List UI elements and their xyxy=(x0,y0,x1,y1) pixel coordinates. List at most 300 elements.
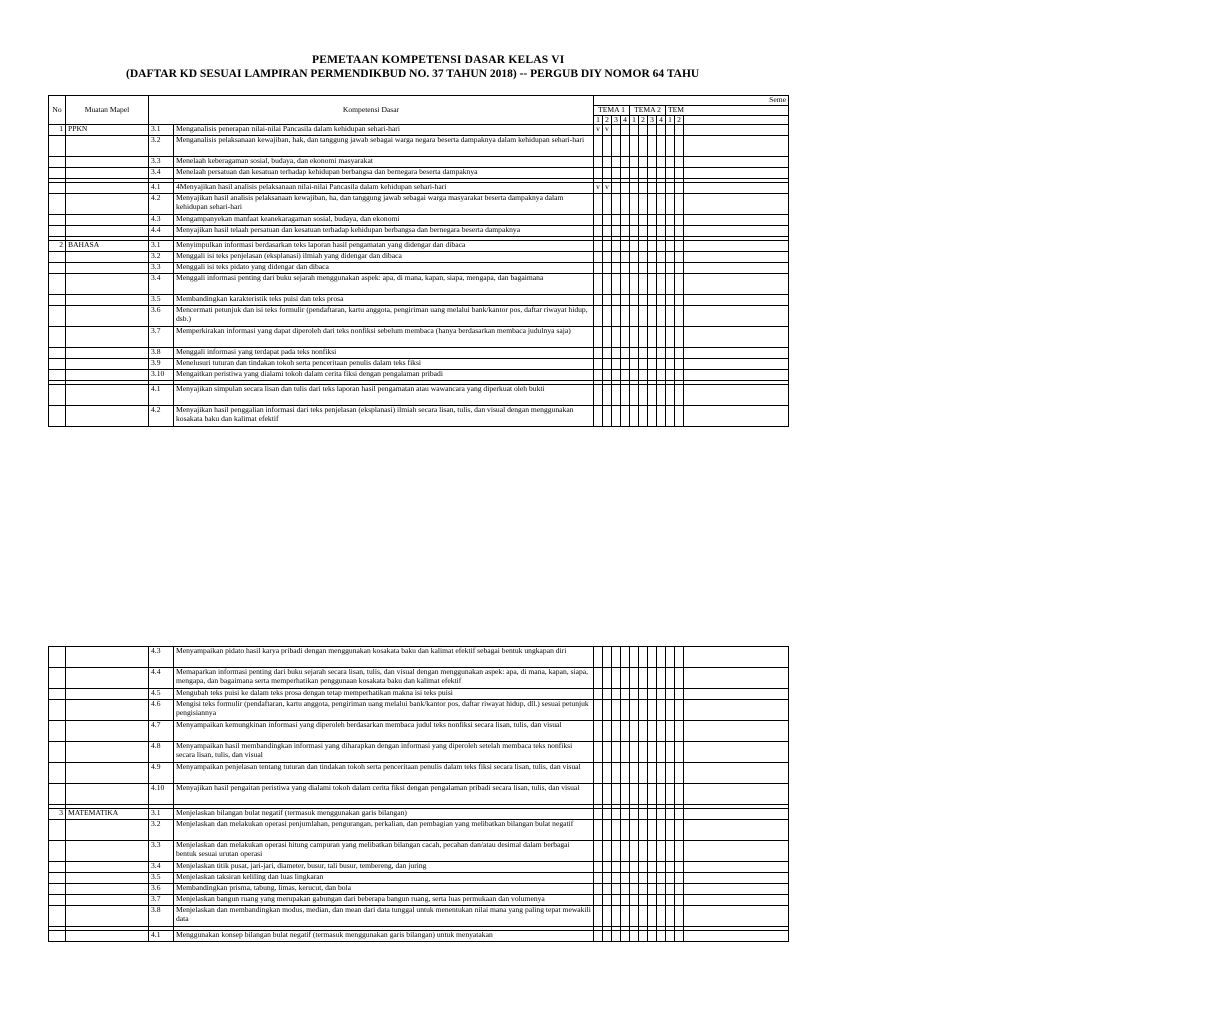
kd-row xyxy=(49,906,789,927)
week-check-cell xyxy=(612,274,621,295)
week-check-cell xyxy=(639,784,648,805)
kd-number: 3.1 xyxy=(149,809,174,820)
week-check-cell xyxy=(603,194,612,215)
subject-name xyxy=(66,406,149,427)
week-check-cell xyxy=(657,306,666,327)
week-check-cell xyxy=(666,274,675,295)
week-check-cell xyxy=(666,862,675,873)
week-check-cell xyxy=(648,125,657,136)
week-check-cell xyxy=(630,689,639,700)
week-check-cell xyxy=(639,274,648,295)
kd-row xyxy=(49,306,789,327)
week-check-cell xyxy=(594,862,603,873)
week-check-cell xyxy=(594,348,603,359)
week-check-cell xyxy=(621,721,630,742)
week-check-cell xyxy=(648,215,657,226)
kd-number: 4.2 xyxy=(149,406,174,427)
empty-cell xyxy=(684,370,789,381)
week-check-cell xyxy=(603,348,612,359)
kd-number: 4.6 xyxy=(149,700,174,721)
week-check-cell xyxy=(603,168,612,179)
week-check-cell xyxy=(666,763,675,784)
week-check-cell xyxy=(630,895,639,906)
week-check-cell xyxy=(621,241,630,252)
week-check-cell xyxy=(594,721,603,742)
week-check-cell xyxy=(621,125,630,136)
week-check-cell xyxy=(612,359,621,370)
empty-cell xyxy=(684,763,789,784)
week-check-cell xyxy=(594,820,603,841)
week-check-cell xyxy=(648,348,657,359)
week-check-cell xyxy=(621,327,630,348)
week-check-cell xyxy=(621,931,630,942)
subject-name xyxy=(66,700,149,721)
kd-number: 3.1 xyxy=(149,125,174,136)
week-check-cell xyxy=(612,895,621,906)
week-check-cell xyxy=(639,359,648,370)
week-check-cell xyxy=(639,906,648,927)
empty-cell xyxy=(684,157,789,168)
week-check-cell xyxy=(648,700,657,721)
week-check-cell xyxy=(648,183,657,194)
week-check-cell xyxy=(639,168,648,179)
subject-name xyxy=(66,359,149,370)
week-check-cell xyxy=(675,931,684,942)
week-check-cell xyxy=(675,215,684,226)
week-check-cell: v xyxy=(603,183,612,194)
kd-description: Menganalisis pelaksanaan kewajiban, hak, dan tanggung jawab sebagai warga negara beserta dampaknya dalam kehidupan sehari-hari xyxy=(174,136,594,157)
week-check-cell xyxy=(666,359,675,370)
week-check-cell xyxy=(621,274,630,295)
empty-cell xyxy=(684,183,789,194)
row-number xyxy=(49,784,66,805)
week-check-cell xyxy=(630,385,639,406)
week-check-cell xyxy=(612,252,621,263)
week-check-cell xyxy=(657,252,666,263)
subject-name xyxy=(66,274,149,295)
kd-number: 4.1 xyxy=(149,385,174,406)
week-check-cell xyxy=(666,327,675,348)
week-check-cell xyxy=(630,763,639,784)
kd-row xyxy=(49,809,789,820)
week-check-cell xyxy=(630,370,639,381)
subject-name xyxy=(66,194,149,215)
subject-name xyxy=(66,906,149,927)
kd-description: Membandingkan karakteristik teks puisi dan teks prosa xyxy=(174,295,594,306)
week-check-cell xyxy=(639,841,648,862)
week-check-cell xyxy=(648,252,657,263)
subject-name xyxy=(66,226,149,237)
week-check-cell xyxy=(603,306,612,327)
week-check-cell xyxy=(630,721,639,742)
empty-cell xyxy=(684,784,789,805)
kd-description: Menjelaskan bangun ruang yang merupakan gabungan dari beberapa bangun ruang, serta luas permukaan dan volumenya xyxy=(174,895,594,906)
empty-cell xyxy=(684,700,789,721)
week-check-cell xyxy=(621,895,630,906)
week-check-cell xyxy=(666,252,675,263)
empty-cell xyxy=(684,241,789,252)
week-check-cell xyxy=(675,700,684,721)
kd-number: 4.3 xyxy=(149,647,174,668)
week-check-cell xyxy=(603,241,612,252)
week-check-cell xyxy=(675,385,684,406)
header-mapel: Muatan Mapel xyxy=(66,96,149,125)
week-check-cell xyxy=(639,873,648,884)
kd-row xyxy=(49,370,789,381)
week-check-cell xyxy=(675,226,684,237)
kd-row xyxy=(49,348,789,359)
subject-name xyxy=(66,689,149,700)
empty-cell xyxy=(684,647,789,668)
row-number xyxy=(49,215,66,226)
kd-row xyxy=(49,385,789,406)
subject-name xyxy=(66,168,149,179)
kd-description: Memaparkan informasi penting dari buku sejarah secara lisan, tulis, dan visual dengan menggunakan aspek: apa, di mana, kapan, siapa, mengapa, dan bagaimana serta memperhatikan penggunaan kosakata baku dan kalimat efektif xyxy=(174,668,594,689)
week-check-cell xyxy=(657,406,666,427)
subject-name xyxy=(66,721,149,742)
week-check-cell xyxy=(657,689,666,700)
week-check-cell xyxy=(666,263,675,274)
week-check-cell xyxy=(630,306,639,327)
kd-description: Mengisi teks formulir (pendaftaran, kartu anggota, pengiriman uang melalui bank/kantor pos, daftar riwayat hidup, dll.) sesuai petunjuk pengisiannya xyxy=(174,700,594,721)
row-number xyxy=(49,168,66,179)
row-number xyxy=(49,157,66,168)
kd-row xyxy=(49,136,789,157)
empty-cell xyxy=(684,295,789,306)
week-check-cell xyxy=(639,348,648,359)
week-check-cell xyxy=(648,647,657,668)
kd-row xyxy=(49,689,789,700)
week-check-cell xyxy=(603,385,612,406)
empty-cell xyxy=(684,194,789,215)
week-check-cell xyxy=(666,306,675,327)
week-check-cell xyxy=(675,295,684,306)
header-no: No xyxy=(49,96,66,125)
week-check-cell xyxy=(675,157,684,168)
week-check-cell xyxy=(630,359,639,370)
week-check-cell xyxy=(621,862,630,873)
row-number xyxy=(49,136,66,157)
week-check-cell xyxy=(657,841,666,862)
kd-row xyxy=(49,884,789,895)
week-check-cell xyxy=(603,742,612,763)
week-check-cell xyxy=(630,252,639,263)
week-check-cell xyxy=(630,406,639,427)
week-check-cell xyxy=(657,884,666,895)
week-check-cell xyxy=(621,385,630,406)
kd-number: 4.10 xyxy=(149,784,174,805)
week-check-cell xyxy=(594,136,603,157)
row-number xyxy=(49,183,66,194)
row-number xyxy=(49,295,66,306)
week-check-cell xyxy=(657,873,666,884)
week-check-cell xyxy=(603,263,612,274)
week-check-cell xyxy=(594,809,603,820)
kd-description: Menjelaskan titik pusat, jari-jari, diameter, busur, tali busur, tembereng, dan juring xyxy=(174,862,594,873)
row-number xyxy=(49,348,66,359)
row-number: 3 xyxy=(49,809,66,820)
week-check-cell xyxy=(648,263,657,274)
row-number xyxy=(49,647,66,668)
kd-description: Menggali isi teks penjelasan (eksplanasi) ilmiah yang didengar dan dibaca xyxy=(174,252,594,263)
row-number xyxy=(49,689,66,700)
week-check-cell xyxy=(648,820,657,841)
week-check-cell xyxy=(612,168,621,179)
week-check-cell xyxy=(675,263,684,274)
week-check-cell xyxy=(603,274,612,295)
week-check-cell xyxy=(603,906,612,927)
week-check-cell xyxy=(639,183,648,194)
week-check-cell xyxy=(621,157,630,168)
week-check-cell xyxy=(657,359,666,370)
row-number xyxy=(49,359,66,370)
kd-number: 4.5 xyxy=(149,689,174,700)
kd-number: 3.1 xyxy=(149,241,174,252)
week-check-cell xyxy=(666,348,675,359)
week-check-cell xyxy=(612,668,621,689)
week-check-cell xyxy=(612,884,621,895)
header-tema-2: TEMA 2 xyxy=(630,105,666,115)
kd-row xyxy=(49,784,789,805)
week-check-cell xyxy=(666,784,675,805)
week-check-cell xyxy=(630,168,639,179)
subject-name xyxy=(66,841,149,862)
week-check-cell xyxy=(639,194,648,215)
week-check-cell xyxy=(666,700,675,721)
week-check-cell xyxy=(612,226,621,237)
week-check-cell xyxy=(594,873,603,884)
week-check-cell xyxy=(648,306,657,327)
header-week-number: 3 xyxy=(612,115,621,125)
week-check-cell xyxy=(675,841,684,862)
week-check-cell xyxy=(657,348,666,359)
week-check-cell xyxy=(612,215,621,226)
kd-description: Memperkirakan informasi yang dapat diperoleh dari teks nonfiksi sebelum membaca (hanya berdasarkan membaca judulnya saja) xyxy=(174,327,594,348)
week-check-cell xyxy=(630,263,639,274)
week-check-cell xyxy=(657,906,666,927)
week-check-cell xyxy=(603,931,612,942)
empty-cell xyxy=(684,884,789,895)
kd-row xyxy=(49,873,789,884)
kd-row xyxy=(49,406,789,427)
subject-name: BAHASA xyxy=(66,241,149,252)
week-check-cell xyxy=(612,241,621,252)
week-check-cell xyxy=(621,873,630,884)
header-tema-3: TEM xyxy=(666,105,789,115)
week-check-cell xyxy=(639,820,648,841)
row-number xyxy=(49,668,66,689)
empty-cell xyxy=(684,742,789,763)
kd-row xyxy=(49,647,789,668)
empty-cell xyxy=(684,841,789,862)
week-check-cell xyxy=(603,157,612,168)
week-check-cell xyxy=(630,931,639,942)
week-check-cell xyxy=(648,327,657,348)
week-check-cell xyxy=(666,841,675,862)
row-number xyxy=(49,263,66,274)
kd-row xyxy=(49,125,789,136)
week-check-cell xyxy=(639,385,648,406)
week-check-cell xyxy=(657,157,666,168)
week-check-cell xyxy=(603,252,612,263)
week-check-cell xyxy=(630,183,639,194)
week-check-cell xyxy=(594,784,603,805)
week-check-cell xyxy=(621,668,630,689)
week-check-cell xyxy=(630,700,639,721)
week-check-cell xyxy=(594,647,603,668)
week-check-cell xyxy=(675,306,684,327)
kd-description: Menyajikan hasil analisis pelaksanaan kewajiban, ha, dan tanggung jawab sebagai warga masyarakat beserta dampaknya dalam kehidupan sehari-hari xyxy=(174,194,594,215)
week-check-cell xyxy=(630,327,639,348)
week-check-cell xyxy=(666,895,675,906)
kd-row xyxy=(49,226,789,237)
empty-cell xyxy=(684,125,789,136)
week-check-cell xyxy=(603,359,612,370)
week-check-cell xyxy=(603,136,612,157)
week-check-cell xyxy=(639,370,648,381)
kd-number: 4.7 xyxy=(149,721,174,742)
week-check-cell xyxy=(639,226,648,237)
week-check-cell xyxy=(657,809,666,820)
week-check-cell xyxy=(594,359,603,370)
kd-number: 4.1 xyxy=(149,183,174,194)
week-check-cell xyxy=(666,884,675,895)
week-check-cell xyxy=(639,721,648,742)
subject-name: MATEMATIKA xyxy=(66,809,149,820)
header-week-number: 2 xyxy=(603,115,612,125)
week-check-cell xyxy=(621,820,630,841)
week-check-cell xyxy=(612,327,621,348)
subject-name xyxy=(66,884,149,895)
kd-number: 3.5 xyxy=(149,295,174,306)
subject-name xyxy=(66,136,149,157)
week-check-cell xyxy=(594,841,603,862)
week-check-cell xyxy=(675,252,684,263)
week-check-cell: v xyxy=(594,125,603,136)
week-check-cell xyxy=(648,406,657,427)
subject-name xyxy=(66,668,149,689)
week-check-cell xyxy=(594,370,603,381)
week-check-cell xyxy=(612,689,621,700)
week-check-cell xyxy=(648,763,657,784)
week-check-cell xyxy=(657,215,666,226)
week-check-cell xyxy=(621,295,630,306)
row-number xyxy=(49,906,66,927)
row-number: 2 xyxy=(49,241,66,252)
kd-row xyxy=(49,359,789,370)
kd-number: 3.2 xyxy=(149,820,174,841)
week-check-cell xyxy=(657,647,666,668)
week-check-cell xyxy=(666,370,675,381)
week-check-cell xyxy=(648,136,657,157)
row-number xyxy=(49,194,66,215)
kd-mapping-table-page-2 xyxy=(48,646,788,942)
kd-description: Menyajikan hasil pengaitan peristiwa yang dialami tokoh dalam cerita fiksi dengan pengalaman pribadi secara lisan, tulis, dan visual xyxy=(174,784,594,805)
week-check-cell xyxy=(612,763,621,784)
week-check-cell xyxy=(603,295,612,306)
week-check-cell xyxy=(594,194,603,215)
kd-row xyxy=(49,700,789,721)
week-check-cell xyxy=(621,263,630,274)
kd-description: Mengampanyekan manfaat keanekaragaman sosial, budaya, dan ekonomi xyxy=(174,215,594,226)
week-check-cell xyxy=(666,820,675,841)
week-check-cell xyxy=(594,763,603,784)
kd-description: Menjelaskan dan membandingkan modus, median, dan mean dari data tunggal untuk menentukan nilai mana yang paling tepat mewakili data xyxy=(174,906,594,927)
week-check-cell xyxy=(675,125,684,136)
kd-number: 3.7 xyxy=(149,327,174,348)
week-check-cell xyxy=(603,370,612,381)
empty-cell xyxy=(684,820,789,841)
subject-name xyxy=(66,157,149,168)
kd-description: Menganalisis penerapan nilai-nilai Pancasila dalam kehidupan sehari-hari xyxy=(174,125,594,136)
subject-name xyxy=(66,862,149,873)
week-check-cell xyxy=(594,252,603,263)
week-check-cell xyxy=(648,862,657,873)
week-check-cell xyxy=(639,241,648,252)
header-week-number: 2 xyxy=(639,115,648,125)
week-check-cell xyxy=(639,252,648,263)
week-check-cell xyxy=(666,406,675,427)
week-check-cell xyxy=(594,157,603,168)
week-check-cell xyxy=(675,884,684,895)
empty-cell xyxy=(684,689,789,700)
kd-description: Menyimpulkan informasi berdasarkan teks laporan hasil pengamatan yang didengar dan dibaca xyxy=(174,241,594,252)
week-check-cell xyxy=(675,136,684,157)
week-check-cell xyxy=(657,385,666,406)
week-check-cell xyxy=(630,226,639,237)
subject-name xyxy=(66,183,149,194)
kd-row xyxy=(49,194,789,215)
subject-name xyxy=(66,306,149,327)
subject-name xyxy=(66,215,149,226)
week-check-cell xyxy=(675,668,684,689)
week-check-cell xyxy=(594,668,603,689)
week-check-cell xyxy=(639,263,648,274)
empty-cell xyxy=(684,252,789,263)
week-check-cell xyxy=(666,668,675,689)
kd-row xyxy=(49,295,789,306)
subject-name xyxy=(66,742,149,763)
week-check-cell xyxy=(657,274,666,295)
week-check-cell xyxy=(612,784,621,805)
kd-row xyxy=(49,183,789,194)
week-check-cell xyxy=(630,125,639,136)
week-check-cell xyxy=(648,370,657,381)
week-check-cell xyxy=(630,215,639,226)
week-check-cell xyxy=(594,327,603,348)
kd-description: Menelusuri tuturan dan tindakan tokoh serta penceritaan penulis dalam teks fiksi xyxy=(174,359,594,370)
header-week-number: 3 xyxy=(648,115,657,125)
week-check-cell xyxy=(666,157,675,168)
kd-row xyxy=(49,241,789,252)
week-check-cell xyxy=(612,370,621,381)
empty-cell xyxy=(684,306,789,327)
week-check-cell xyxy=(666,931,675,942)
week-check-cell xyxy=(639,136,648,157)
week-check-cell xyxy=(648,226,657,237)
kd-number: 4.4 xyxy=(149,226,174,237)
week-check-cell xyxy=(612,157,621,168)
week-check-cell xyxy=(639,647,648,668)
week-check-cell xyxy=(657,370,666,381)
week-check-cell xyxy=(639,895,648,906)
header-week-number: 4 xyxy=(657,115,666,125)
kd-row xyxy=(49,721,789,742)
subject-name xyxy=(66,873,149,884)
empty-cell xyxy=(684,215,789,226)
week-check-cell xyxy=(648,742,657,763)
week-check-cell xyxy=(675,168,684,179)
